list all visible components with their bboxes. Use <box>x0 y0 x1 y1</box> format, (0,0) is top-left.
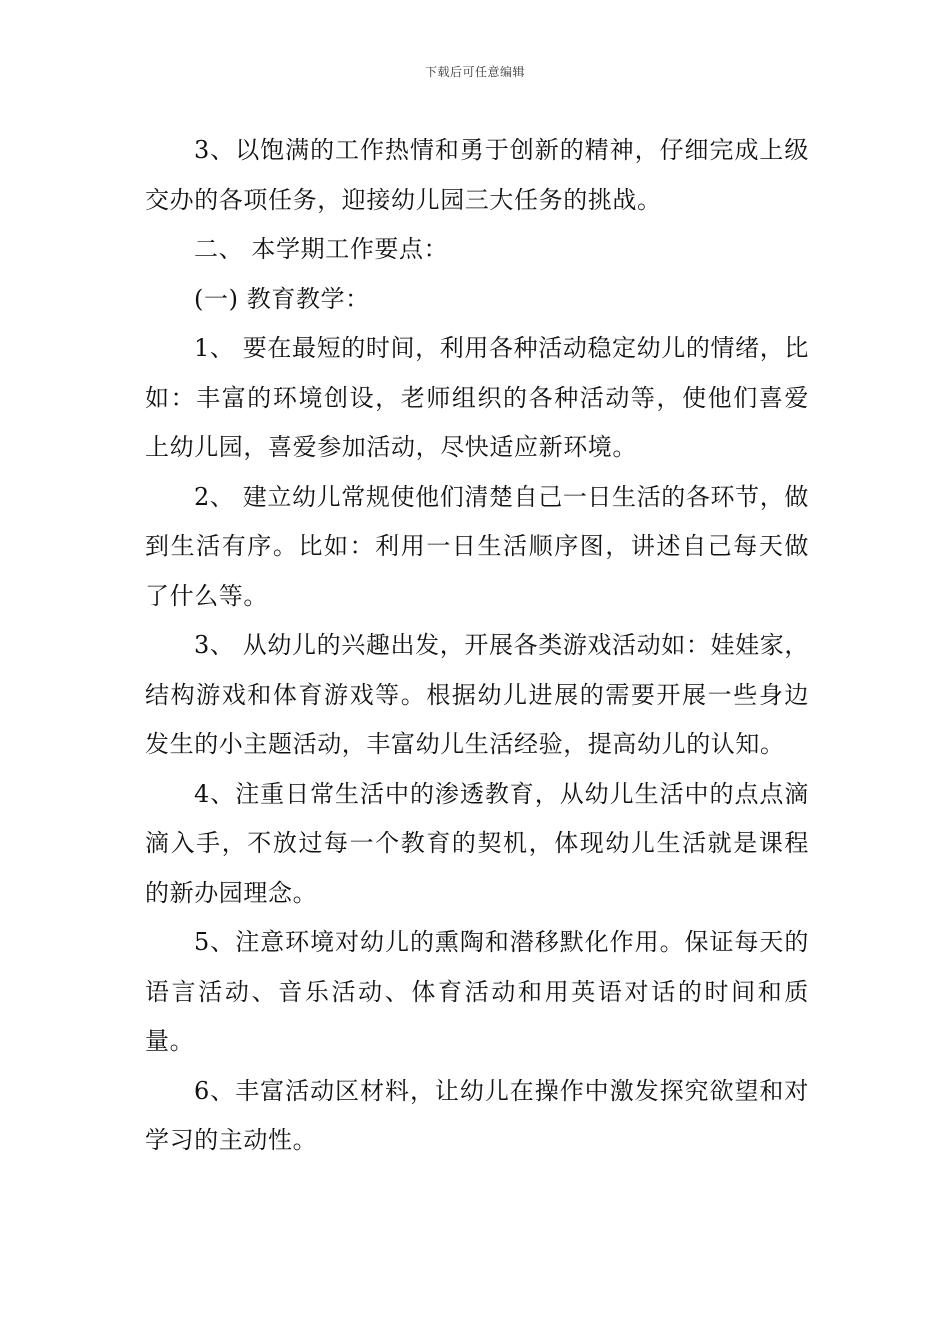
subsection-heading-education: (一) 教育教学： <box>194 284 370 313</box>
paragraph-task-3: 3、以饱满的工作热情和勇于创新的精神，仔细完成上级交办的各项任务，迎接幼儿园三大任务的挑战。 <box>145 136 809 214</box>
section-heading-work-points: 二、 本学期工作要点： <box>194 235 449 263</box>
paragraph-point-6: 6、丰富活动区材料，让幼儿在操作中激发探究欲望和对学习的主动性。 <box>145 1076 809 1154</box>
paragraph-point-3: 3、 从幼儿的兴趣出发，开展各类游戏活动如：娃娃家，结构游戏和体育游戏等。根据幼儿进展的需要开展一些身边发生的小主题活动，丰富幼儿生活经验，提高幼儿的认知。 <box>145 631 809 758</box>
page-header: 下载后可任意编辑 <box>424 65 525 79</box>
document-body <box>145 126 809 1166</box>
paragraph-point-5: 5、注意环境对幼儿的熏陶和潜移默化作用。保证每天的语言活动、音乐活动、体育活动和用英语对话的时间和质量。 <box>145 928 809 1055</box>
paragraph-point-2: 2、 建立幼儿常规使他们清楚自己一日生活的各环节，做到生活有序。比如：利用一日生活顺序图，讲述自己每天做了什么等。 <box>145 482 809 610</box>
paragraph-point-4: 4、注重日常生活中的渗透教育，从幼儿生活中的点点滴滴入手，不放过每一个教育的契机，体现幼儿生活就是课程的新办园理念。 <box>145 779 809 907</box>
paragraph-point-1: 1、 要在最短的时间，利用各种活动稳定幼儿的情绪，比如：丰富的环境创设，老师组织的各种活动等，使他们喜爱上幼儿园，喜爱参加活动，尽快适应新环境。 <box>145 334 809 461</box>
